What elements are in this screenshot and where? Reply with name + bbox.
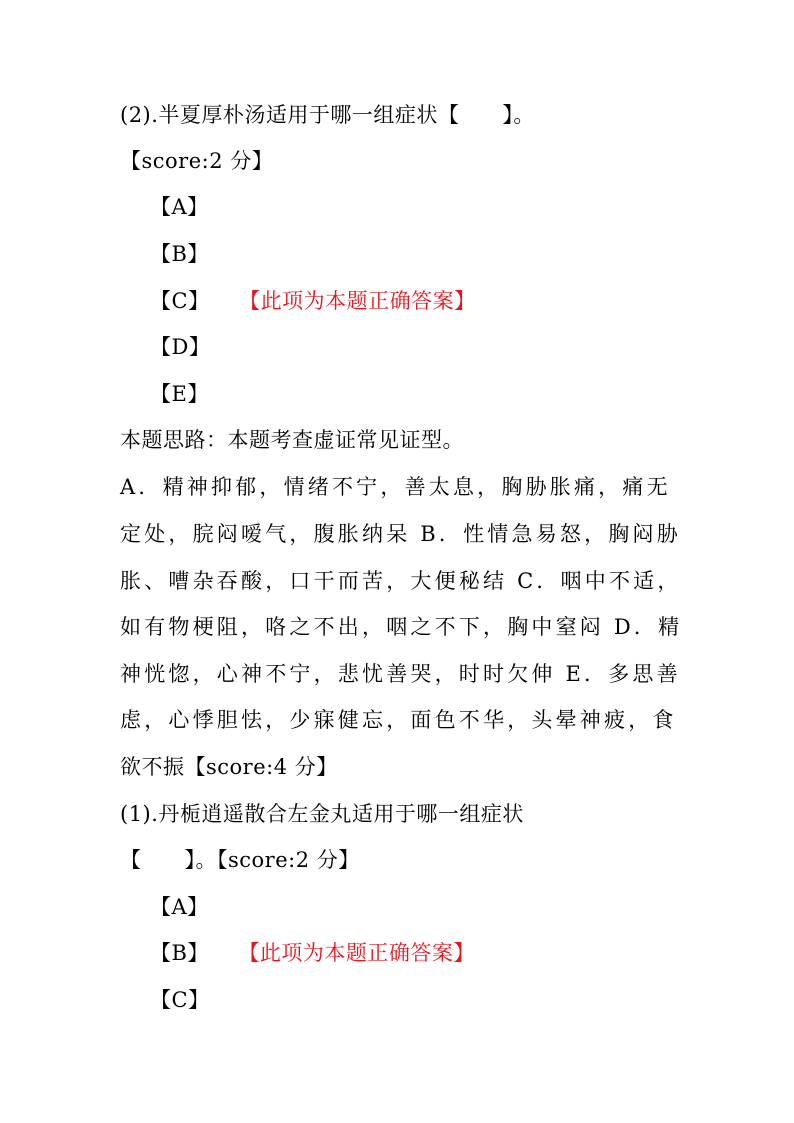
explanation-line: 欲不振【score:4 分】 (120, 755, 338, 779)
explanation-line: 定处，脘闷嗳气，腹胀纳呆 B．性情急易怒，胸闷胁 (120, 522, 681, 546)
question-1-option-a (150, 892, 209, 922)
explanation-line: 胀、嘈杂吞酸，口干而苦，大便秘结 C．咽中不适， (120, 569, 682, 593)
option-label: 【B】 (150, 242, 209, 266)
option-label: 【A】 (150, 195, 209, 219)
question-2-score: 【score:2 分】 (120, 149, 274, 173)
question-1-option-b (150, 938, 475, 968)
option-label: 【C】 (150, 289, 210, 313)
question-2-option-e (150, 379, 209, 409)
question-2-option-b (150, 239, 209, 269)
option-label: 【E】 (150, 382, 209, 406)
option-label: 【C】 (150, 988, 210, 1012)
explanation-line: A．精神抑郁，情绪不宁，善太息，胸胁胀痛，痛无 (120, 475, 671, 499)
explanation-line: 如有物梗阻，咯之不出，咽之不下，胸中窒闷 D．精 (120, 615, 683, 639)
question-2-option-d (150, 332, 210, 362)
explanation-line: 神恍惚，心神不宁，悲忧善哭，时时欠伸 E．多思善 (120, 662, 681, 686)
question-1-stem: (1).丹栀逍遥散合左金丸适用于哪一组症状 (120, 802, 524, 826)
question-1-option-c (150, 985, 210, 1015)
explanation-line: 虑，心悸胆怯，少寐健忘，面色不华，头晕神疲，食 (120, 708, 677, 732)
question-1-stem-continued: 【 】。【score:2 分】 (120, 848, 360, 872)
question-2-option-a (150, 192, 209, 222)
correct-answer-mark: 【此项为本题正确答案】 (249, 289, 476, 313)
option-label: 【D】 (150, 335, 211, 359)
explanation-intro: 本题思路：本题考查虚证常见证型。 (120, 428, 464, 452)
option-label: 【A】 (150, 895, 209, 919)
option-label: 【B】 (150, 941, 209, 965)
correct-answer-mark: 【此项为本题正确答案】 (248, 941, 475, 965)
question-2-option-c (150, 286, 476, 316)
question-2-stem: (2).半夏厚朴汤适用于哪一组症状【 】。 (120, 103, 535, 127)
